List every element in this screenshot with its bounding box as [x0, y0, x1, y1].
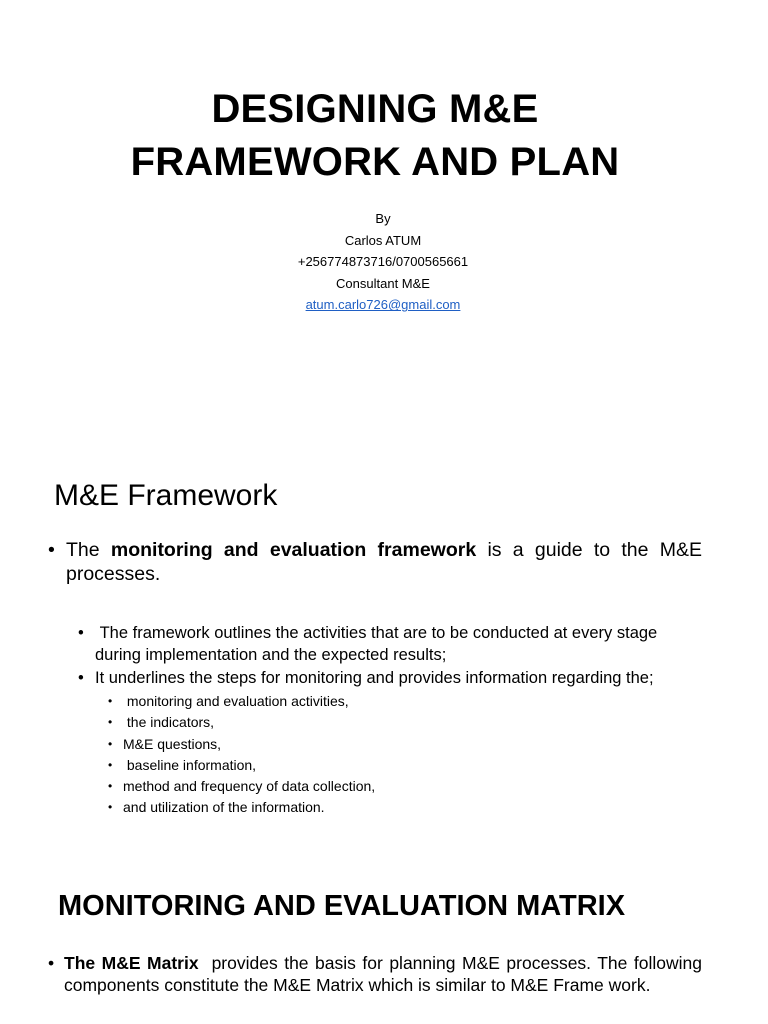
intro-suffix: is a guide to the M&E processes.: [66, 539, 702, 585]
bullet-marker: •: [48, 953, 55, 973]
intro-prefix: The: [66, 539, 111, 561]
author-name: Carlos ATUM: [344, 232, 422, 248]
bullet-marker: •: [108, 694, 113, 708]
matrix-lead: The M&E Matrix: [64, 953, 199, 973]
bullet-marker: •: [108, 736, 113, 751]
author-role: Consultant M&E: [336, 275, 430, 291]
bullet-marker: •: [108, 779, 113, 794]
list-item-text: baseline information,: [123, 756, 257, 773]
list-item-text: method and frequency of data collection,: [123, 778, 376, 795]
matrix-text: [64, 953, 707, 996]
title-slide: [0, 0, 768, 440]
framework-sub-point: [78, 623, 702, 666]
list-item: [108, 712, 508, 733]
matrix-bullet: [48, 953, 707, 996]
list-item-text: M&E questions,: [123, 735, 222, 752]
matrix-body: provides the basis for planning M&E processes. The following components constitute the M&E Matrix which is similar to M&E Frame work.: [64, 953, 707, 995]
framework-heading: M&E Framework: [54, 479, 278, 512]
intro-emphasis: monitoring and evaluation framework: [110, 539, 477, 561]
bullet-marker: •: [78, 669, 84, 687]
bullet-marker: •: [108, 800, 113, 815]
framework-sub-point: [78, 668, 702, 690]
list-item-text: the indicators,: [123, 714, 215, 731]
list-item: [108, 691, 508, 712]
list-item: [108, 734, 508, 755]
list-item: [108, 776, 508, 797]
framework-intro-text: [66, 538, 702, 586]
list-item: [108, 755, 508, 776]
by-label: By: [375, 211, 391, 226]
title-line-1: DESIGNING M&E: [211, 87, 539, 131]
author-email-link[interactable]: atum.carlo726@gmail.com: [305, 297, 461, 313]
list-item-text: monitoring and evaluation activities,: [123, 693, 349, 709]
framework-details-list: [108, 691, 508, 819]
bullet-marker: •: [108, 757, 113, 772]
sub-point-text: The framework outlines the activities that are to be conducted at every stage during implementation and the expected results;: [95, 624, 662, 664]
bullet-marker: •: [108, 715, 113, 730]
page-title: [0, 83, 750, 189]
title-line-2: FRAMEWORK AND PLAN: [130, 140, 620, 184]
author-phone: +256774873716/0700565661: [297, 254, 469, 270]
framework-intro-bullet: [48, 538, 702, 586]
matrix-heading: MONITORING AND EVALUATION MATRIX: [58, 890, 626, 922]
author-block: [0, 208, 766, 316]
list-item: [108, 797, 508, 818]
bullet-marker: •: [78, 624, 84, 642]
sub-point-text: It underlines the steps for monitoring and provides information regarding the;: [95, 669, 654, 687]
list-item-text: and utilization of the information.: [123, 799, 325, 816]
bullet-marker: •: [48, 539, 55, 561]
